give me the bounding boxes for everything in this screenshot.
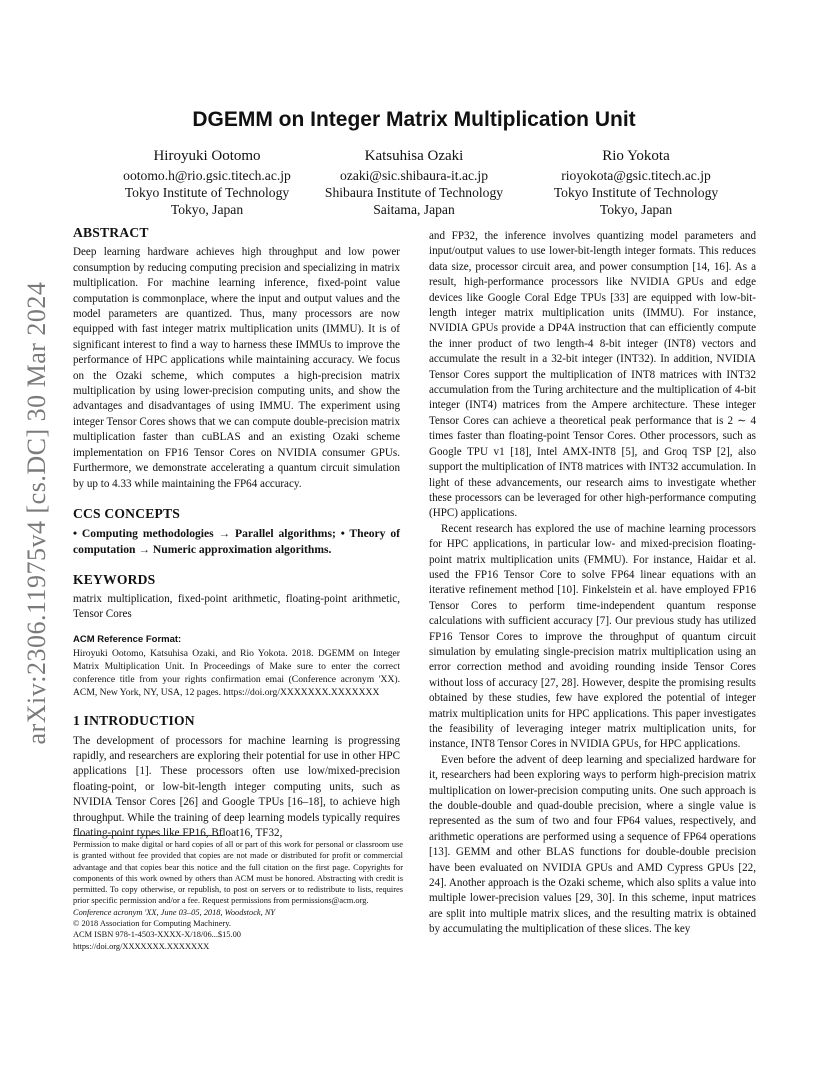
- introduction-heading: 1 INTRODUCTION: [73, 713, 195, 729]
- author-email: rioyokota@gsic.titech.ac.jp: [561, 168, 711, 183]
- author-affiliation: Tokyo Institute of Technology: [553, 185, 719, 200]
- ccs-text: • Computing methodologies → Parallel algorithms; • Theory of computation → Numeric approximation algorithms.: [73, 527, 400, 556]
- isbn-line: ACM ISBN 978-1-4503-XXXX-X/18/06...$15.00: [73, 930, 241, 940]
- acm-reference-text: Hiroyuki Ootomo, Katsuhisa Ozaki, and Rio Yokota. 2018. DGEMM on Integer Matrix Multiplication Unit. In Proceedings of Make sure to enter the correct conference title from your rights confirmation emai (Conference acronym 'XX). ACM, New York, NY, USA, 12 pages. https://doi.org/XXXXXXX.XXXXXXX: [73, 648, 400, 699]
- arxiv-identifier: arXiv:2306.11975v4 [cs.DC] 30 Mar 2024: [22, 281, 51, 744]
- doi-link[interactable]: https://doi.org/XXXXXXX.XXXXXXX: [73, 941, 210, 951]
- copyright-footnote: [73, 839, 403, 952]
- permission-notice: Permission to make digital or hard copies of all or part of this work for personal or classroom use is granted without fee provided that copies are not made or distributed for profit or commercial advantage and that copies bear this notice and the full citation on the first page. Copyrights for components of this work owned by others than ACM must be honored. Abstracting with credit is permitted. To copy otherwise, or republish, to post on servers or to redistribute to lists, requires prior specific permission and/or a fee. Request permissions from permissions@acm.org.: [73, 840, 403, 906]
- author-name: Katsuhisa Ozaki: [364, 148, 464, 164]
- body-paragraph: and FP32, the inference involves quantizing model parameters and input/output values to use lower-bit-length integer formats. This reduces data size, processor circuit area, and power consumption [14, 16]. As a result, high-performance processors like NVIDIA GPUs and edge devices like Google Coral Edge TPUs [33] are equipped with low-bit-length integer matrix multiplication units (IMMU). For instance, NVIDIA GPUs provide a DP4A instruction that can efficiently compute the inner product of two length-4 8-bit integer (INT8) vectors and accumulate the result in a 32-bit integer (INT32). In addition, NVIDIA Tensor Cores support the multiplication of INT8 matrices with INT32 accumulation from the Turing architecture and the multiplication of 4-bit integer (INT4) matrices from the Ampere architecture. These integer Tensor Cores can achieve a theoretical peak performance that is 2 ∼ 4 times faster than floating-point Tensor Cores. Other processors, such as Google TPU v1 [18], Intel AMX-INT8 [5], and Groq TSP [2], also support the multiplication of INT8 matrices with INT32 accumulation. In light of these advancements, our research aims to investigate whether these processors can be leveraged for other high-performance computing (HPC) applications.: [429, 230, 756, 520]
- conference-line: Conference acronym 'XX, June 03–05, 2018, Woodstock, NY: [73, 907, 276, 917]
- copyright-line: © 2018 Association for Computing Machinery.: [73, 919, 231, 929]
- author-block-2: [294, 148, 534, 218]
- author-email: ootomo.h@rio.gsic.titech.ac.jp: [123, 168, 291, 183]
- body-paragraph: Even before the advent of deep learning and specialized hardware for it, researchers had been exploring ways to perform high-precision matrix multiplication on lower-precision computing units. One such approach is the double-double and quad-double precision, where a single value is represented as the sum of two and four FP64 values, respectively, and arithmetic operations are performed using a sequence of FP64 operations [13]. GEMM and other BLAS functions for double-double precision have been evaluated on NVIDIA GPUs and AMD Cypress GPUs [22, 24]. Another approach is the Ozaki scheme, which also splits a value into multiple lower-precision values [29, 30]. In this scheme, input matrices are split into multiple matrix slices, and the resulting matrix is obtained by accumulating the multiplication of these slices. The key: [429, 753, 756, 936]
- paper-title: DGEMM on Integer Matrix Multiplication Unit: [192, 108, 636, 131]
- keywords-heading: KEYWORDS: [73, 571, 156, 587]
- acm-reference-heading: ACM Reference Format:: [73, 633, 182, 645]
- ccs-heading: CCS CONCEPTS: [73, 505, 181, 521]
- footnote-divider: [73, 835, 223, 836]
- author-email: ozaki@sic.shibaura-it.ac.jp: [339, 168, 489, 183]
- abstract-text: Deep learning hardware achieves high throughput and low power consumption by reducing computing precision and specializing in matrix multiplication. For machine learning inference, fixed-point value computation is commonplace, where the input and output values and the model parameters are quantized. Thus, many processors are now equipped with fast integer matrix multiplication units (IMMU). It is of significant interest to find a way to harness these IMMUs to improve the performance of HPC applications while maintaining accuracy. We focus on the Ozaki scheme, which computes a high-precision matrix multiplication by using lower-precision computing units, and show the advantages and disadvantages of using IMMU. The experiment using integer Tensor Cores shows that we can compute double-precision matrix multiplication faster than cuBLAS and an existing Ozaki scheme implementation on FP16 Tensor Cores on NVIDIA consumer GPUs. Furthermore, we demonstrate accelerating a quantum circuit simulation by up to 4.33 while maintaining the FP64 accuracy.: [73, 246, 400, 490]
- author-block-3: [516, 148, 756, 218]
- introduction-paragraph: The development of processors for machine learning is progressing rapidly, and researchers are exploring their potential for use in other HPC applications [1]. These processors often use low/mixed-precision floating-point, or low-bit-length integer computing units, such as NVIDIA Tensor Cores [26] and Google TPUs [16–18], to achieve high throughput. While the training of deep learning models typically requires floating-point types like FP16, Bfloat16, TF32,: [73, 734, 400, 839]
- arxiv-sidebar-stamp: [12, 275, 62, 750]
- right-column: [429, 229, 756, 938]
- author-name: Rio Yokota: [602, 148, 670, 164]
- abstract-heading: ABSTRACT: [73, 225, 149, 240]
- author-name: Hiroyuki Ootomo: [153, 148, 261, 164]
- author-affiliation: Tokyo Institute of Technology: [124, 185, 290, 200]
- author-location: Saitama, Japan: [373, 202, 455, 217]
- author-location: Tokyo, Japan: [599, 202, 673, 217]
- keywords-text: matrix multiplication, fixed-point arithmetic, floating-point arithmetic, Tensor Cores: [73, 592, 400, 621]
- body-paragraph: Recent research has explored the use of machine learning processors for HPC applications, in particular low- and mixed-precision floating-point matrix multiplication units (FMMU). For instance, Haidar et al. used the FP16 Tensor Core to solve FP64 linear equations with an iterative refinement method [10]. Finkelstein et al. have employed FP16 Tensor Cores to perform time-independent quantum response calculations with sufficient accuracy [7]. Our previous study has utilized FP16 Tensor Cores to improve the throughput of quantum circuit simulation by emulating single-precision matrix multiplication using an error correction method and avoiding rounding inside Tensor Cores without loss of accuracy [27, 28]. However, despite the promising results obtained by these studies, few have explored the potential of integer matrix multiplication units for HPC applications. This paper investigates the feasibility of leveraging integer matrix multiplication units, for instance, INT8 Tensor Cores in NVIDIA GPUs, for HPC applications.: [429, 522, 756, 751]
- author-affiliation: Shibaura Institute of Technology: [324, 185, 504, 200]
- author-block-1: [87, 148, 327, 218]
- left-column: [73, 225, 400, 841]
- author-location: Tokyo, Japan: [170, 202, 244, 217]
